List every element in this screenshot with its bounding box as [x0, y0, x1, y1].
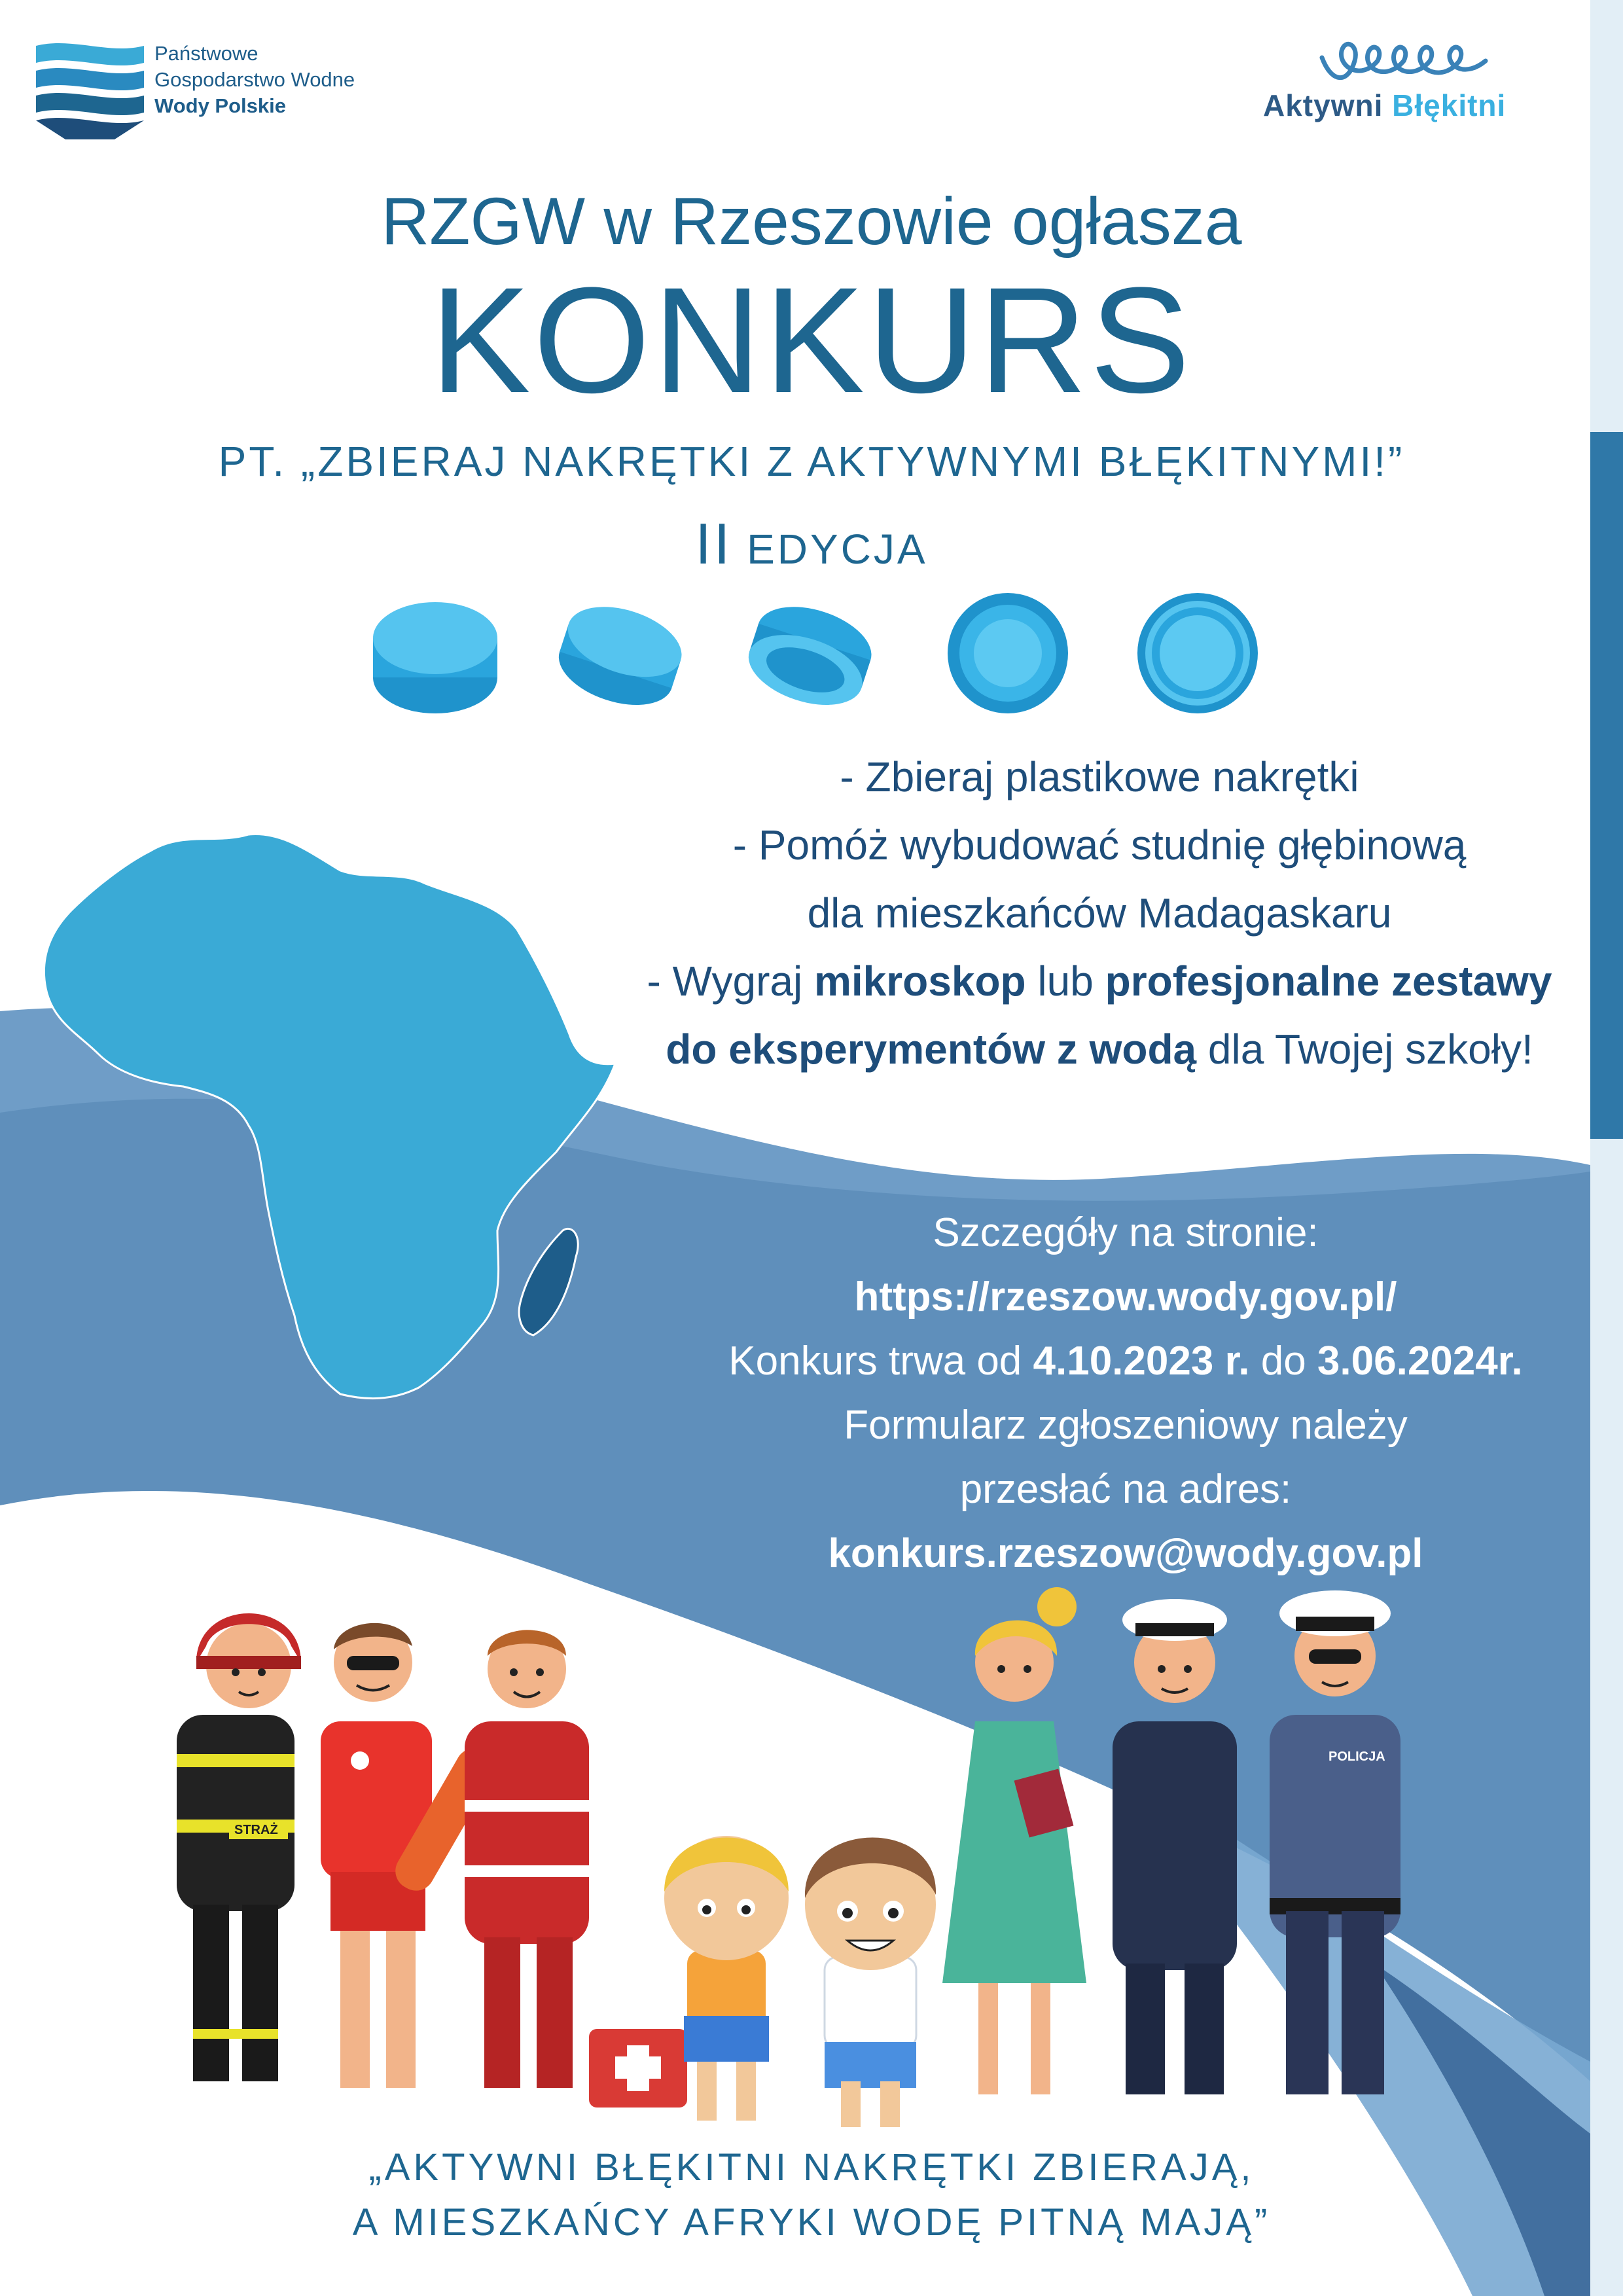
bottle-cap-icon — [373, 602, 497, 713]
bullet-4 — [563, 947, 1623, 1015]
details-url[interactable]: https://rzeszow.wody.gov.pl/ — [854, 1274, 1397, 1319]
form-line-1: Formularz zgłoszeniowy należy — [844, 1403, 1408, 1448]
firefighter-character — [177, 1613, 301, 2081]
brand-part-1: Aktywni — [1263, 88, 1393, 122]
bullet-5 — [563, 1015, 1623, 1083]
org-name — [154, 41, 355, 119]
contest-bullets — [563, 743, 1623, 1083]
form-line-2: przesłać na adres: — [959, 1467, 1292, 1512]
aktywni-blekitni-logo-icon — [1319, 31, 1489, 84]
bottle-cap-icon — [740, 594, 880, 718]
characters-illustration — [157, 1558, 1479, 2134]
date-start: 4.10.2023 r. — [1033, 1338, 1250, 1384]
announcement-line: RZGW w Rzeszowie ogłasza — [381, 184, 1242, 259]
bottle-cap-icon — [550, 594, 690, 718]
bullet-5-post: dla Twojej szkoły! — [1196, 1026, 1533, 1073]
details-label: Szczegóły na stronie: — [933, 1210, 1319, 1255]
slogan-line-2: A MIESZKAŃCY AFRYKI WODĘ PITNĄ MAJĄ” — [352, 2201, 1271, 2244]
edition-label — [0, 511, 1623, 577]
fire-badge: STRAŻ — [234, 1823, 278, 1837]
slogan — [0, 2140, 1623, 2250]
bullet-4-mid: lub — [1026, 958, 1105, 1005]
wody-polskie-logo-icon — [36, 38, 144, 139]
dates-mid: do — [1249, 1338, 1317, 1384]
bullet-3: dla mieszkańców Madagaskaru — [807, 889, 1392, 937]
edition-word: EDYCJA — [732, 526, 928, 573]
page-title: KONKURS — [430, 256, 1193, 424]
contest-subtitle: PT. „ZBIERAJ NAKRĘTKI Z AKTYWNYMI BŁĘKITNYMI!” — [218, 438, 1405, 485]
dates-pre: Konkurs trwa od — [728, 1338, 1033, 1384]
police-character — [1270, 1590, 1400, 2094]
bullet-2: - Pomóż wybudować studnię głębinową — [732, 821, 1467, 869]
teacher-character — [942, 1587, 1086, 2094]
bottle-cap-icon — [1137, 593, 1258, 713]
bullet-4-bold-2: profesjonalne zestawy — [1105, 958, 1552, 1005]
boy-character — [805, 1837, 936, 2127]
bullet-5-bold: do eksperymentów z wodą — [666, 1026, 1197, 1073]
email-address[interactable]: konkurs.rzeszow@wody.gov.pl — [828, 1531, 1423, 1576]
bullet-4-pre: - Wygraj — [647, 958, 814, 1005]
org-line-2: Gospodarstwo Wodne — [154, 68, 355, 91]
captain-character — [1113, 1599, 1237, 2094]
brand-name — [1263, 88, 1506, 123]
details-url-link[interactable] — [654, 1265, 1597, 1329]
brand-part-2: Błękitni — [1392, 88, 1507, 122]
org-line-1: Państwowe — [154, 42, 259, 65]
bottle-caps-row — [366, 586, 1270, 723]
slogan-line-1: „AKTYWNI BŁĘKITNI NAKRĘTKI ZBIERAJĄ, — [368, 2146, 1255, 2189]
bullet-1: - Zbieraj plastikowe nakrętki — [840, 753, 1359, 800]
bullet-4-bold-1: mikroskop — [813, 958, 1026, 1005]
police-badge: POLICJA — [1329, 1749, 1385, 1764]
date-end: 3.06.2024r. — [1317, 1338, 1523, 1384]
org-line-3: Wody Polskie — [154, 94, 286, 117]
paramedic-character — [465, 1630, 687, 2108]
details-dates — [654, 1329, 1597, 1393]
edition-roman: II — [695, 511, 733, 576]
contest-details — [654, 1201, 1597, 1586]
bottle-cap-icon — [948, 593, 1068, 713]
